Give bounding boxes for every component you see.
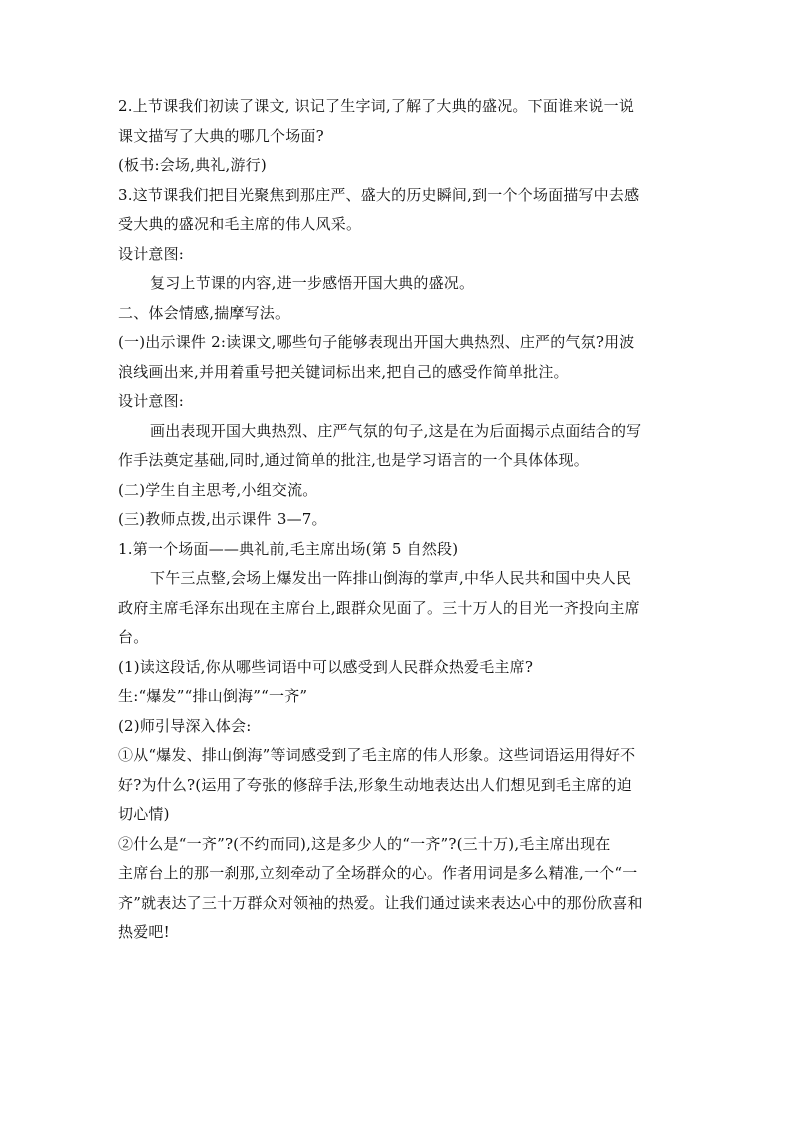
quote-line: 台。 — [118, 628, 149, 646]
text-line: 热爱吧! — [118, 923, 170, 941]
text-line: 好?为什么?(运用了夸张的修辞手法,形象生动地表达出人们想见到毛主席的迫 — [118, 775, 632, 794]
subsection-heading: 1.第一个场面——典礼前,毛主席出场(第 5 自然段) — [118, 539, 459, 558]
text-line: (1)读这段话,你从哪些词语中可以感受到人民群众热爱毛主席? — [118, 657, 534, 676]
text-line: 3.这节课我们把目光聚焦到那庄严、盛大的历史瞬间,到一个个场面描写中去感 — [118, 185, 640, 204]
text-line: ②什么是“一齐”?(不约而同),这是多少人的“一齐”?(三十万),毛主席出现在 — [118, 834, 611, 853]
text-line: 课文描写了大典的哪几个场面? — [118, 126, 324, 145]
text-line: 生:“爆发”“排山倒海”“一齐” — [118, 687, 308, 705]
document-body — [118, 92, 678, 948]
text-line: (板书:会场,典礼,游行) — [118, 156, 267, 174]
text-line: 复习上节课的内容,进一步感悟开国大典的盛况。 — [150, 274, 475, 292]
section-heading: 二、体会情感,揣摩写法。 — [118, 303, 291, 322]
text-line: 2.上节课我们初读了课文, 识记了生字词,了解了大典的盛况。下面谁来说一说 — [118, 97, 635, 115]
text-line: (2)师引导深入体会: — [118, 716, 252, 735]
text-line: 受大典的盛况和毛主席的伟人风采。 — [118, 215, 362, 233]
text-line: 切心情) — [118, 805, 170, 823]
text-line: (二)学生自主思考,小组交流。 — [118, 480, 318, 499]
section-label: 设计意图: — [118, 392, 185, 410]
text-line: ①从“爆发、排山倒海”等词感受到了毛主席的伟人形象。这些词语运用得好不 — [118, 746, 636, 764]
text-line: 齐”就表达了三十万群众对领袖的热爱。让我们通过读来表达心中的那份欣喜和 — [118, 893, 643, 912]
quote-line: 政府主席毛泽东出现在主席台上,跟群众见面了。三十万人的目光一齐投向主席 — [118, 598, 640, 617]
section-label: 设计意图: — [118, 244, 185, 263]
text-line: 浪线画出来,并用着重号把关键词标出来,把自己的感受作简单批注。 — [118, 362, 569, 381]
quote-line: 下午三点整,会场上爆发出一阵排山倒海的掌声,中华人民共和国中央人民 — [150, 569, 632, 587]
text-line: 画出表现开国大典热烈、庄严气氛的句子,这是在为后面揭示点面结合的写 — [150, 421, 642, 440]
text-line: 作手法奠定基础,同时,通过简单的批注,也是学习语言的一个具体体现。 — [118, 451, 589, 469]
text-line: (三)教师点拨,出示课件 3—7。 — [118, 510, 327, 528]
text-line: (一)出示课件 2:读课文,哪些句子能够表现出开国大典热烈、庄严的气氛?用波 — [118, 333, 635, 351]
text-line: 主席台上的那一刹那,立刻牵动了全场群众的心。作者用词是多么精准,一个“一 — [118, 864, 638, 882]
